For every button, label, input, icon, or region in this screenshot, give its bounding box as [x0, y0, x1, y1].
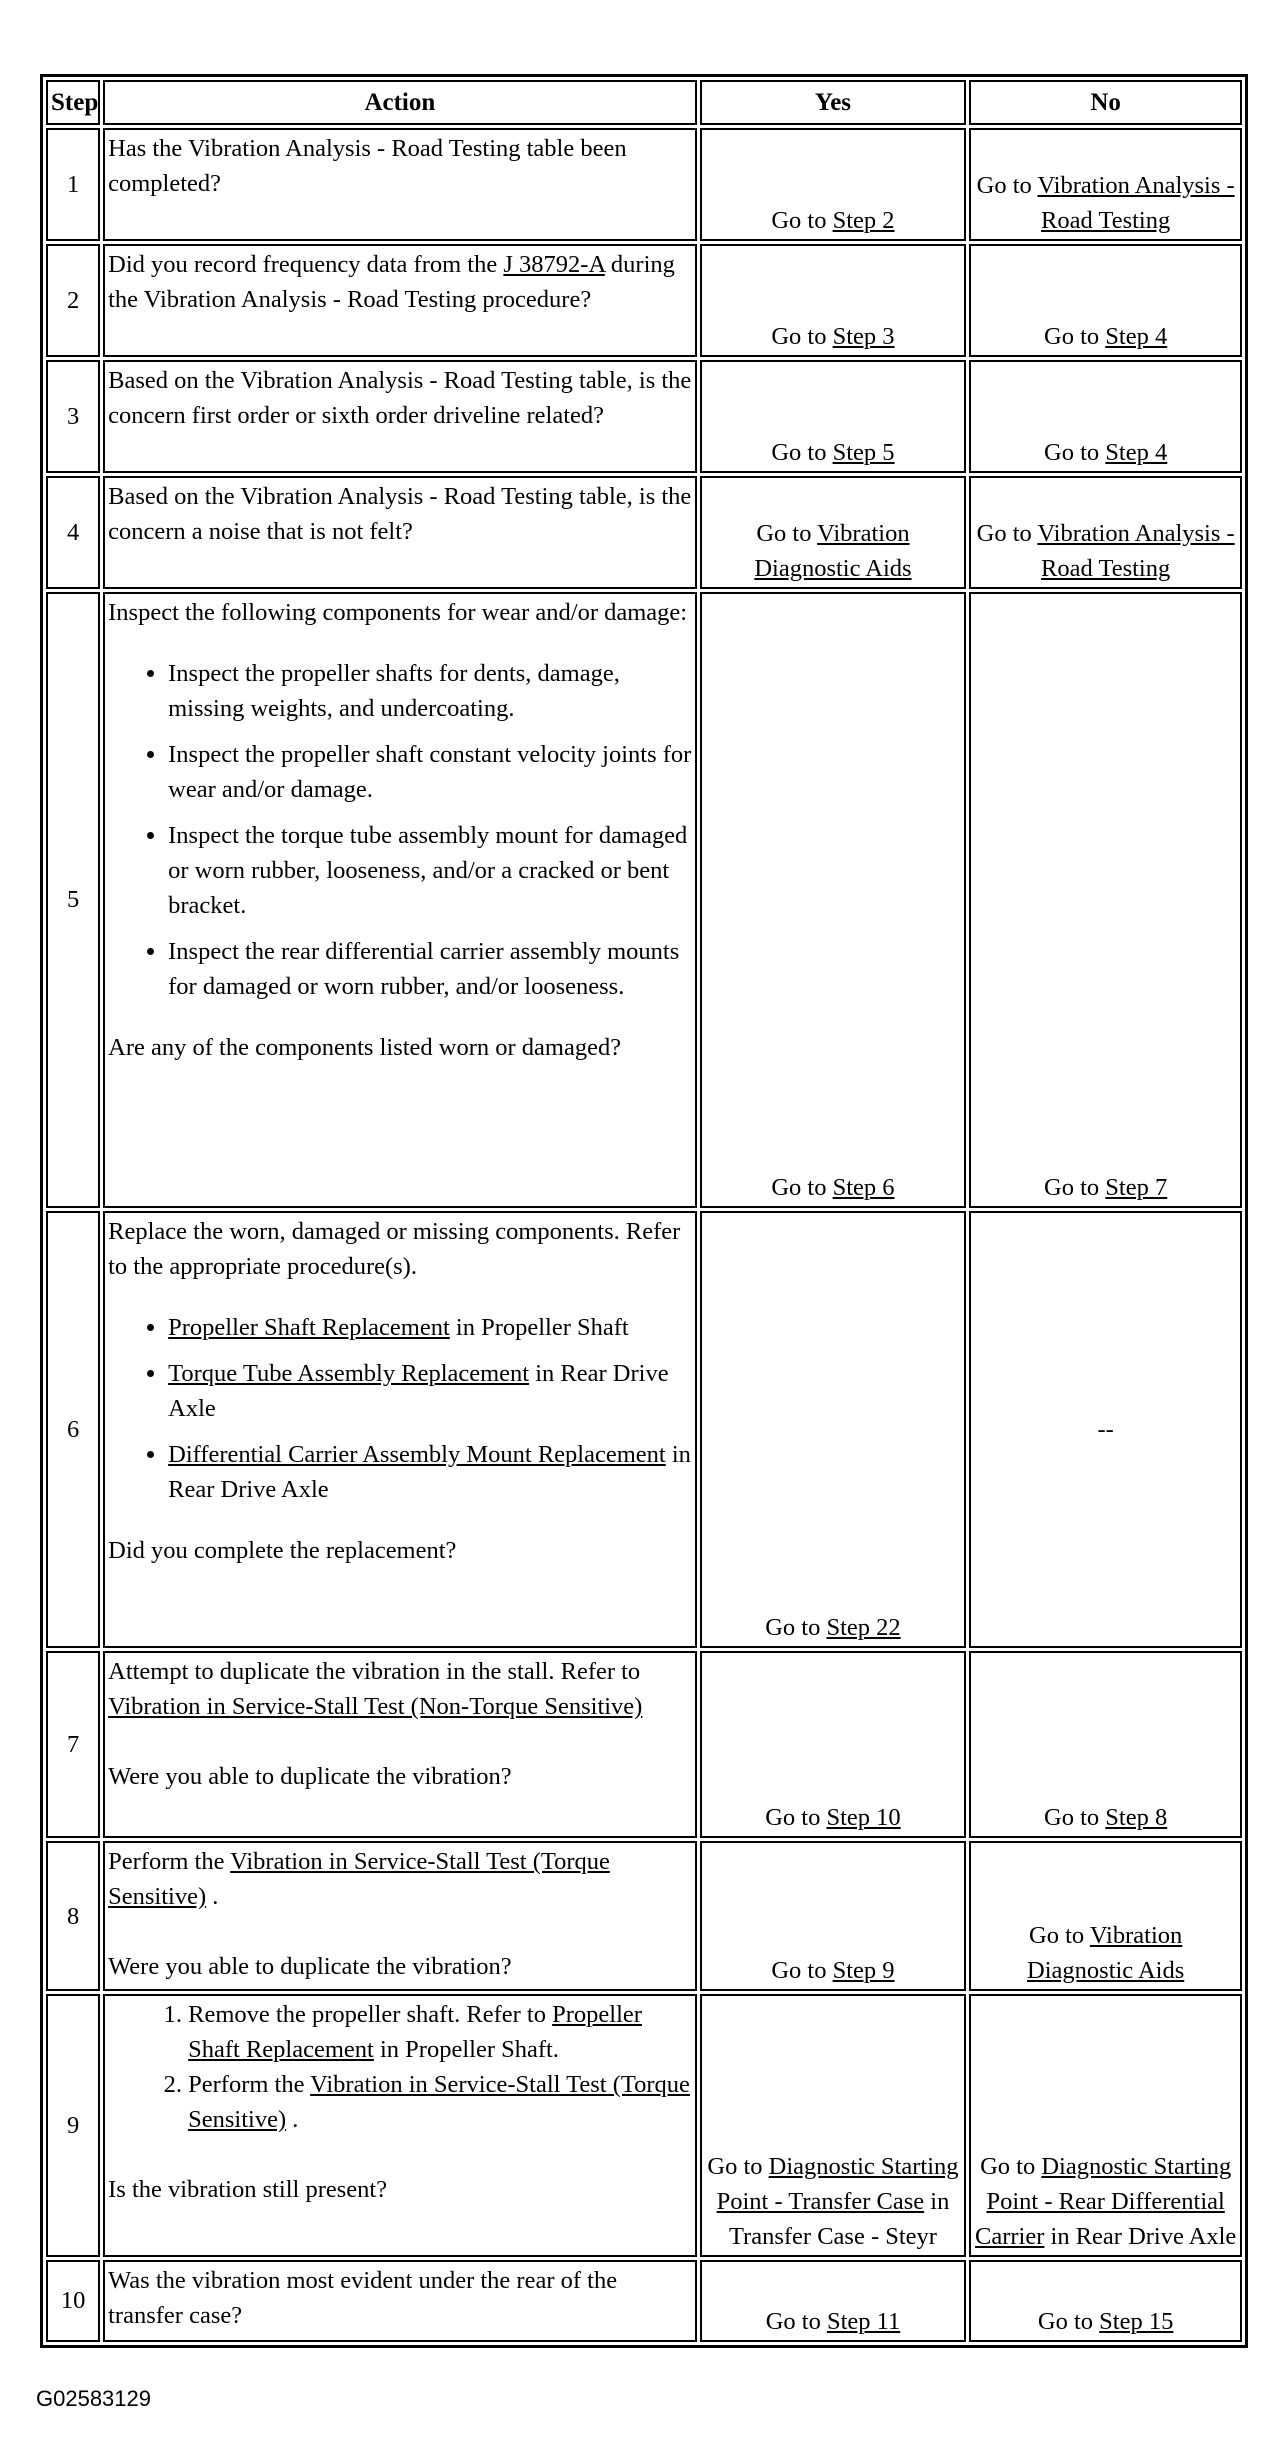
item-text-end: in Propeller Shaft. [373, 2035, 559, 2063]
action-text [103, 1651, 697, 1838]
procedure-link[interactable]: Propeller Shaft Replacement [168, 1313, 450, 1341]
no-action [969, 1841, 1242, 1991]
no-link[interactable]: Step 8 [1105, 1804, 1168, 1832]
list-item: • Inspect the propeller shafts for dents, damage, missing weights, and undercoating. [168, 656, 692, 726]
yes-action [700, 360, 967, 473]
step-number: 1 [46, 128, 100, 241]
yes-link[interactable]: Step 3 [832, 323, 895, 351]
action-text [103, 1841, 697, 1991]
header-step: Step [46, 80, 100, 125]
no-link[interactable]: Step 15 [1099, 2308, 1174, 2335]
yes-action [700, 1211, 967, 1648]
action-text [103, 244, 697, 357]
no-prefix: Go to [1044, 1173, 1106, 1201]
no-prefix: Go to [980, 2152, 1042, 2180]
action-intro [108, 1654, 692, 1724]
table-row [46, 476, 1242, 589]
table-row [46, 244, 1242, 357]
header-row [46, 80, 1242, 125]
yes-link[interactable]: Vibration Diagnostic Aids [754, 519, 912, 582]
figure-id: G02583129 [36, 2386, 151, 2411]
no-link[interactable]: Vibration Diagnostic Aids [1027, 1921, 1185, 1984]
no-prefix: Go to [976, 172, 1038, 200]
yes-link[interactable]: Diagnostic Starting Point - Transfer Case [716, 2152, 959, 2215]
yes-action [700, 1994, 967, 2257]
yes-prefix: Go to [771, 323, 833, 351]
no-action [969, 244, 1242, 357]
table-row [46, 128, 1242, 241]
inspection-list [108, 656, 692, 1004]
action-intro: Inspect the following components for wear and/or damage: [108, 598, 688, 626]
yes-action [700, 1651, 967, 1838]
action-question: Were you able to duplicate the vibration? [108, 1763, 512, 1791]
action-intro-text: Attempt to duplicate the vibration in the stall. Refer to [108, 1658, 641, 1686]
table-row [46, 2260, 1242, 2342]
action-text-post: during the Vibration Analysis - Road Testing procedure? [108, 251, 675, 314]
action-text [103, 1994, 697, 2257]
action-question: Is the vibration still present? [108, 2175, 388, 2203]
diagnostic-table [40, 74, 1248, 2348]
list-item: • Inspect the propeller shaft constant velocity joints for wear and/or damage. [168, 737, 692, 807]
action-intro [108, 1844, 692, 1914]
header-yes: Yes [700, 80, 967, 125]
step-number: 3 [46, 360, 100, 473]
action-text-pre: Did you record frequency data from the [108, 251, 504, 279]
yes-prefix: Go to [765, 2308, 827, 2335]
list-item: • Inspect the rear differential carrier assembly mounts for damaged or worn rubber, and/or looseness. [168, 934, 692, 1004]
no-suffix: in Rear Drive Axle [1044, 2222, 1237, 2250]
action-text: Based on the Vibration Analysis - Road Testing table, is the concern a noise that is not felt? [103, 476, 697, 589]
list-item: • Inspect the torque tube assembly mount for damaged or worn rubber, looseness, and/or a cracked or bent bracket. [168, 818, 692, 923]
procedure-steps [108, 1997, 692, 2137]
action-question: Were you able to duplicate the vibration? [108, 1953, 512, 1981]
yes-action [700, 592, 967, 1208]
no-prefix: Go to [1029, 1921, 1090, 1949]
step-number: 2 [46, 244, 100, 357]
tool-link[interactable]: J 38792-A [503, 251, 605, 279]
list-item [188, 2067, 692, 2137]
step-number: 10 [46, 2260, 100, 2342]
step-number: 5 [46, 592, 100, 1208]
action-text [103, 592, 697, 1208]
step-number: 4 [46, 476, 100, 589]
yes-prefix: Go to [765, 1614, 827, 1642]
no-action [969, 360, 1242, 473]
procedure-link[interactable]: Torque Tube Assembly Replacement [168, 1359, 530, 1387]
no-link[interactable]: Step 7 [1105, 1173, 1168, 1201]
no-action [969, 1651, 1242, 1838]
list-item [188, 1997, 692, 2067]
no-action: -- [969, 1211, 1242, 1648]
action-intro-text: Perform the [108, 1848, 231, 1876]
list-item [168, 1356, 692, 1426]
action-text: Based on the Vibration Analysis - Road Testing table, is the concern first order or sixth order driveline related? [103, 360, 697, 473]
procedure-link[interactable]: Differential Carrier Assembly Mount Replacement [168, 1440, 666, 1468]
step-number: 8 [46, 1841, 100, 1991]
yes-prefix: Go to [765, 1804, 827, 1832]
no-prefix: Go to [1044, 323, 1106, 351]
yes-link[interactable]: Step 22 [826, 1614, 901, 1642]
no-link[interactable]: Step 4 [1105, 438, 1168, 466]
procedure-location: in Rear Drive Axle [168, 1440, 691, 1503]
yes-link[interactable]: Step 5 [832, 438, 895, 466]
procedure-location: in Rear Drive Axle [168, 1359, 669, 1422]
yes-link[interactable]: Step 11 [826, 2308, 901, 2335]
yes-action [700, 476, 967, 589]
item-text: Remove the propeller shaft. Refer to [188, 2000, 553, 2028]
no-action [969, 128, 1242, 241]
no-action [969, 1994, 1242, 2257]
procedure-list [108, 1310, 692, 1507]
item-text-end: . [286, 2105, 299, 2133]
action-text [103, 1211, 697, 1648]
table-row [46, 1841, 1242, 1991]
yes-prefix: Go to [771, 1956, 833, 1984]
table-row [46, 360, 1242, 473]
procedure-link[interactable]: Propeller Shaft Replacement [188, 2000, 642, 2063]
header-action: Action [103, 80, 697, 125]
list-item [168, 1437, 692, 1507]
yes-suffix: in Transfer Case - Steyr [728, 2187, 950, 2250]
action-text: Has the Vibration Analysis - Road Testing table been completed? [103, 128, 697, 241]
no-action [969, 476, 1242, 589]
list-item [168, 1310, 692, 1345]
yes-prefix: Go to [756, 519, 818, 547]
no-link[interactable]: Diagnostic Starting Point - Rear Differential Carrier [975, 2152, 1232, 2250]
yes-action [700, 2260, 967, 2342]
yes-link[interactable]: Step 9 [832, 1956, 895, 1984]
step-number: 7 [46, 1651, 100, 1838]
step-number: 9 [46, 1994, 100, 2257]
no-prefix: Go to [976, 519, 1038, 547]
action-text: Was the vibration most evident under the rear of the transfer case? [103, 2260, 697, 2342]
yes-prefix: Go to [707, 2152, 769, 2180]
table-row [46, 1211, 1242, 1648]
table-row [46, 592, 1242, 1208]
no-prefix: Go to [1037, 2308, 1100, 2335]
table-row [46, 1651, 1242, 1838]
yes-action [700, 1841, 967, 1991]
action-question: Did you complete the replacement? [108, 1536, 457, 1564]
test-link[interactable]: Vibration in Service-Stall Test (Non-Torque Sensitive) [108, 1693, 643, 1721]
no-link[interactable]: Vibration Analysis - Road Testing [1037, 519, 1235, 582]
yes-prefix: Go to [771, 207, 833, 235]
yes-action [700, 244, 967, 357]
no-prefix: Go to [1044, 438, 1106, 466]
yes-action [700, 128, 967, 241]
step-number: 6 [46, 1211, 100, 1648]
no-link[interactable]: Step 4 [1105, 323, 1168, 351]
action-intro-end: . [206, 1883, 219, 1911]
yes-link[interactable]: Step 2 [832, 207, 895, 235]
item-text: Perform the [188, 2070, 311, 2098]
no-action [969, 592, 1242, 1208]
header-no: No [969, 80, 1242, 125]
yes-link[interactable]: Step 6 [832, 1173, 895, 1201]
yes-prefix: Go to [771, 438, 833, 466]
test-link[interactable]: Vibration in Service-Stall Test (Torque Sensitive) [108, 1848, 610, 1911]
yes-prefix: Go to [771, 1173, 833, 1201]
no-prefix: Go to [1044, 1804, 1106, 1832]
yes-link[interactable]: Step 10 [826, 1804, 901, 1832]
table-row [46, 1994, 1242, 2257]
no-action [969, 2260, 1242, 2342]
action-intro: Replace the worn, damaged or missing components. Refer to the appropriate procedure(s). [108, 1217, 681, 1280]
procedure-location: in Propeller Shaft [449, 1313, 629, 1341]
test-link[interactable]: Vibration in Service-Stall Test (Torque Sensitive) [188, 2070, 690, 2133]
no-link[interactable]: Vibration Analysis - Road Testing [1037, 172, 1235, 235]
action-question: Are any of the components listed worn or damaged? [108, 1033, 622, 1061]
